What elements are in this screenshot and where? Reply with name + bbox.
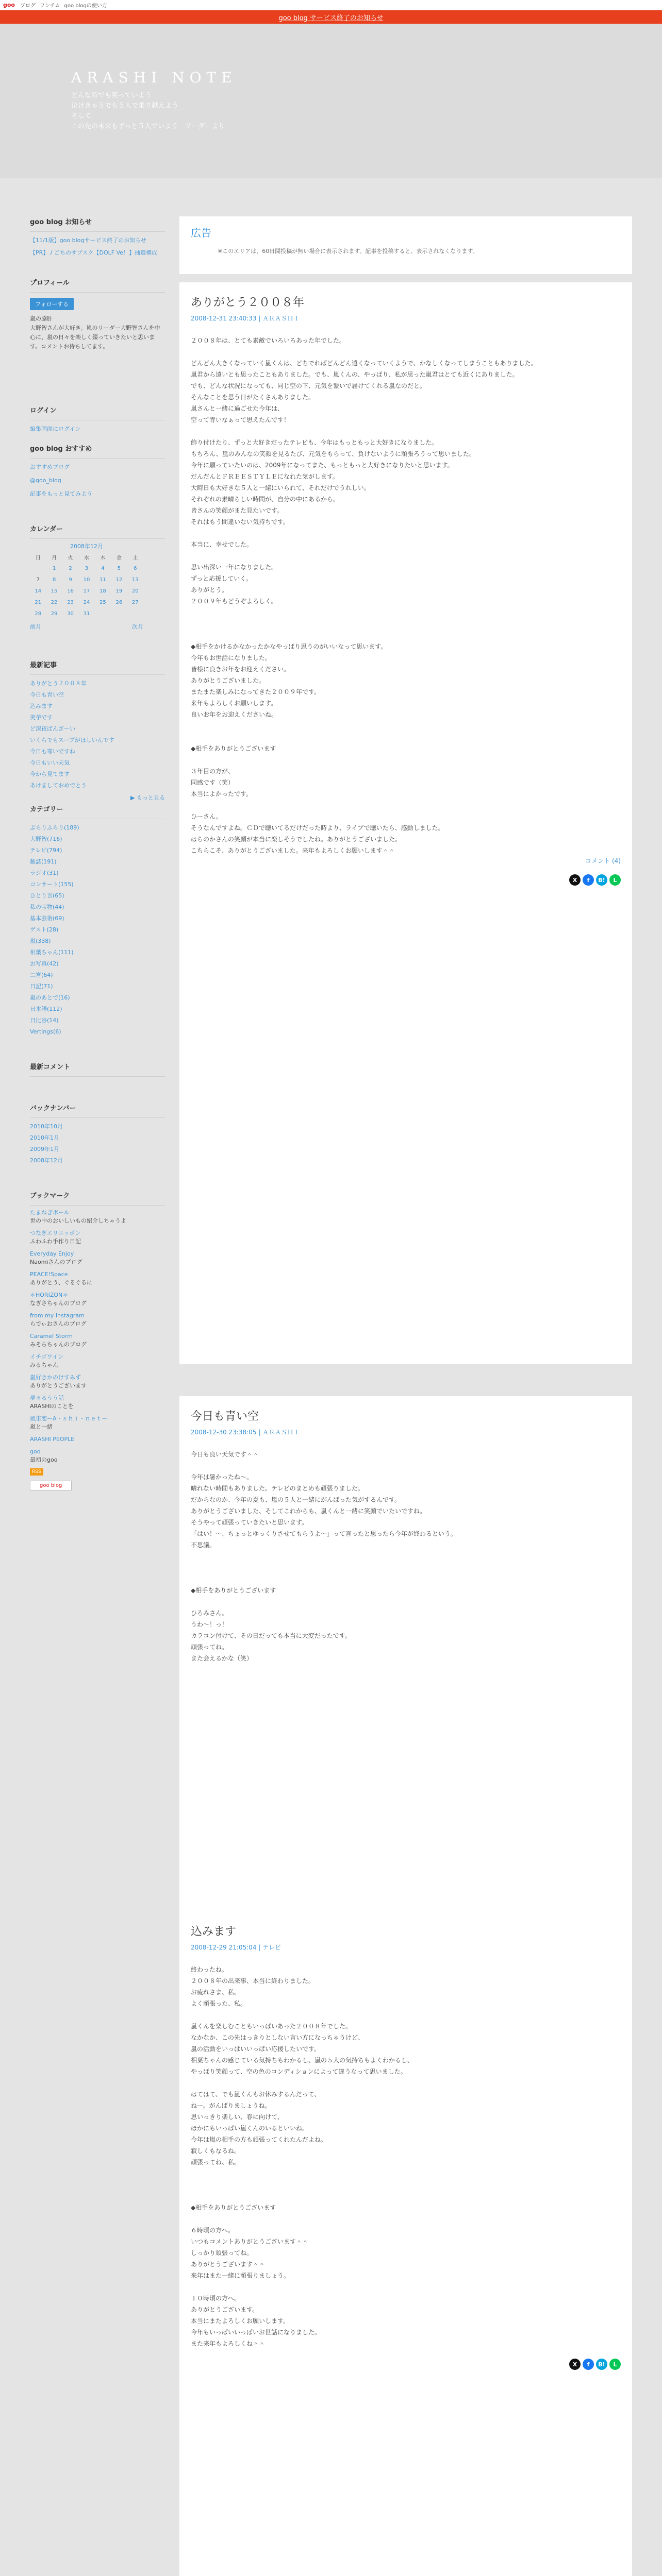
post-card xyxy=(179,1911,632,2576)
blog-title[interactable]: ARASHI NOTE xyxy=(71,69,237,86)
bookmark-item: Everyday Enjoy Naomiさんのブログ xyxy=(30,1250,82,1265)
recent-posts-title: 最新記事 xyxy=(30,662,57,669)
category-item[interactable]: ぶらりふらり(189) xyxy=(30,824,79,831)
bookmark-item: ARASHI PEOPLE xyxy=(30,1436,75,1443)
post-title[interactable]: 込みます xyxy=(191,1925,237,1938)
category-item[interactable]: コンサート(155) xyxy=(30,881,74,888)
service-end-notice-bar[interactable] xyxy=(0,10,662,24)
login-link[interactable]: 編集画面にログイン xyxy=(30,426,81,432)
bookmark-item: 風車恋ーA・ｓｈｉ・ｎｅｔー 嵐と一緒 xyxy=(30,1415,108,1430)
calendar-prev-link[interactable]: 前月 xyxy=(30,623,41,630)
profile-title: プロフィール xyxy=(30,279,70,287)
bookmark-item: イチゴワイン みるちゃん xyxy=(30,1353,64,1368)
facebook-share-icon[interactable]: f xyxy=(583,874,594,886)
bookmark-item: 嵐好きかのけすみず ありがとうございます xyxy=(30,1374,87,1389)
category-item[interactable]: テレビ(794) xyxy=(30,847,62,854)
post-body: 終わったね。 ２００８年の出来事、本当に終わりました。 お疲れさま、私。 よく頑張った、私。 嵐くんを楽しむこともいっぱいあった２００８年でした。 なかなか、この先はっきりとしない言い方になっちゃうけど、 嵐の活動をいっぱいいっぱい応援したいです。 相葉ちゃんの感じている気持ちもわかるし、嵐の５人の気持ちもよくわかるし、 やっぱり笑顔って、空の色のコンディションによって違うなって思いました。 はてはて、でも嵐くんもお休みするんだって、 ねー。がんばりましょうね。 思いっきり楽しい、春に向けて、 ほかにもいっぱい嵐くんのいるといいね。 今年は嵐の相手の方も頑張ってくれたんだよね。 寂しくもなるね。 頑張ってね、私。 ◆相手をありがとうございます ６時頃の方へ。 いつもコメントありがとうございます＾＾ しっかり頑張ってね。 ありがとうございます＾＾ 来年はまた一緒に頑張りましょう。 １０時頃の方へ。 ありがとうございます。 本当にまたよろしくお願いします。 今年もいっぱいいっぱいお世話になりました。 また来年もよろしくね＾＾ xyxy=(191,1966,414,2347)
bookmark-box xyxy=(30,1190,165,1490)
backnumber-box xyxy=(30,1103,165,1166)
recommend-item[interactable]: @goo_blog xyxy=(30,477,61,484)
facebook-share-icon[interactable]: f xyxy=(583,2359,594,2370)
category-item[interactable]: 私の宝物(44) xyxy=(30,904,64,910)
category-item[interactable]: 日比谷(14) xyxy=(30,1017,59,1024)
login-box xyxy=(30,405,165,434)
hatena-share-icon[interactable]: B! xyxy=(596,2359,607,2370)
recommend-item[interactable]: おすすめブログ xyxy=(30,464,70,470)
post-title[interactable]: 今日も青い空 xyxy=(191,1410,259,1423)
category-item[interactable]: 二宮(64) xyxy=(30,972,53,978)
bookmark-item: 夢々るうう話 ARASHIのことを xyxy=(30,1395,74,1410)
category-item[interactable]: ひとり言(65) xyxy=(30,892,64,899)
calendar-next-link[interactable]: 次月 xyxy=(132,623,143,630)
recommend-box xyxy=(30,443,165,499)
profile-box xyxy=(30,277,165,351)
bookmark-item: たまねぎボール 世の中のおいしいもの紹介しちゃうよ xyxy=(30,1209,126,1224)
rss-icon[interactable]: RSS xyxy=(30,1468,43,1476)
post-date[interactable]: 2008-12-29 21:05:04 | テレビ xyxy=(191,1944,281,1951)
category-item[interactable]: 大野智(716) xyxy=(30,836,62,842)
bookmark-item: ＊HORIZON＊ なぎさちゃんのブログ xyxy=(30,1292,87,1307)
bookmark-item: from my Instagram らでぃおさんのブログ xyxy=(30,1312,87,1327)
backnumber-item[interactable]: 2008年12月 xyxy=(30,1157,63,1164)
post-title[interactable]: ありがとう２００８年 xyxy=(191,296,305,309)
calendar-table: 日 月 火 水 木 金 土 1 2 3 4 5 6 7 8 9 10 11 12 13 14 15 16 17 18 19 20 21 22 23 24 25 26 27 28 29 30 31 xyxy=(35,555,139,617)
blog-description: どんな時でも笑っていよう 泣けきゃ５でも５人で乗り越えよう そして この先の未来もずっと５人でいよう リーダーより xyxy=(71,92,225,130)
ad-box xyxy=(179,216,632,274)
share-buttons xyxy=(191,2359,621,2370)
category-item[interactable]: Vertings(6) xyxy=(30,1028,61,1035)
post-card xyxy=(179,1396,632,1911)
category-item[interactable]: 基本芸術(69) xyxy=(30,915,64,922)
hatena-share-icon[interactable]: B! xyxy=(596,874,607,886)
category-box xyxy=(30,804,165,1038)
category-item[interactable]: 日記(71) xyxy=(30,983,53,990)
category-item[interactable]: 嵐のあとで(16) xyxy=(30,994,70,1001)
recent-post-item[interactable]: 今日も寒いですね xyxy=(30,748,75,755)
category-item[interactable]: 日本語(112) xyxy=(30,1006,62,1012)
latest-comments-box xyxy=(30,1061,165,1077)
ad-notice-text: ※このエリアは、60日間投稿が無い場合に表示されます。記事を投稿すると、表示されなくなります。 xyxy=(218,248,478,255)
recent-post-item[interactable]: あけましておめでとう xyxy=(30,782,87,789)
profile-text: 嵐の脇肝 大野智さんが大好き。嵐のリーダー大野智さんを中心に、嵐の日々を楽しく綴っていきたいと思います。コメントお待ちしてます。 xyxy=(30,315,160,350)
bookmark-item: Caramel Storm みそらちゃんのブログ xyxy=(30,1333,87,1348)
login-title: ログイン xyxy=(30,407,57,415)
recent-post-item[interactable]: 今から見てます xyxy=(30,771,70,777)
top-nav-link-blog[interactable]: ブログ xyxy=(20,3,36,9)
bookmark-item: PEACE!Space ありがとう、ぐるぐるに xyxy=(30,1271,92,1286)
goo-logo[interactable]: goo xyxy=(3,2,15,8)
recommend-title: goo blog おすすめ xyxy=(30,445,92,453)
top-nav-link-wanchimu[interactable]: ワンチム xyxy=(40,3,60,9)
recent-more-link[interactable]: ▶ もっと見る xyxy=(130,794,165,801)
category-item[interactable]: お写真(42) xyxy=(30,960,59,967)
post-comments-link[interactable]: コメント (4) xyxy=(585,857,621,865)
bookmark-item: つなぎエリニッポン ふわふわ手作り日記 xyxy=(30,1230,81,1245)
notice-box-title: goo blog お知らせ xyxy=(30,218,92,226)
category-item[interactable]: 雑誌(191) xyxy=(30,858,57,865)
recent-post-item[interactable]: ど深夜ばんざーい xyxy=(30,725,75,732)
x-share-icon[interactable]: X xyxy=(569,874,581,886)
recent-post-item[interactable]: 込みます xyxy=(30,703,53,709)
category-item[interactable]: ラジオ(31) xyxy=(30,870,59,876)
top-nav-bar xyxy=(0,0,662,10)
backnumber-item[interactable]: 2010年1月 xyxy=(30,1134,59,1141)
recommend-item[interactable]: 記事をもっと見てみよう xyxy=(30,490,92,497)
category-item[interactable]: 嵐(338) xyxy=(30,938,51,944)
backnumber-title: バックナンバー xyxy=(30,1105,76,1112)
notice-item[interactable]: 【11/1版】goo blogサービス終了のお知らせ xyxy=(30,237,147,244)
notice-item[interactable]: 【PR】 / ごちのサブスク【DOLF Ve！】抽選構成 xyxy=(30,249,158,256)
top-nav-link-howto[interactable]: goo blogの使い方 xyxy=(64,3,107,9)
backnumber-item[interactable]: 2009年1月 xyxy=(30,1146,59,1153)
post-card xyxy=(179,282,632,1364)
recent-post-item[interactable]: ありがとう２００８年 xyxy=(30,680,87,687)
latest-comments-title: 最新コメント xyxy=(30,1063,71,1071)
category-title: カテゴリー xyxy=(30,806,63,814)
recent-posts-box xyxy=(30,659,165,803)
recent-post-item[interactable]: 今日も青い空 xyxy=(30,691,64,698)
bookmark-title: ブックマーク xyxy=(30,1192,70,1200)
post-body: ２００８年は、とても素敵でいろいろあった年でした。 どんどん大きくなっていく嵐くんは、どちでればどんどん遠くなっていくようで、かなしくなってしまうこともありました。 嵐君から遠いとも思ったこともありました。でも、嵐くんの、やっぱり、私が思った嵐君はとても近くにありました。 でも、どんな状況になっても、同じ空の下、元気を繋いで届けてくれる嵐なのだと。 そんなことを思う日がたくさんありました。 嵐さんと一緒に過ごせた今年は、 空って青いなぁって思えたんです！ 飾り付けたり、ずっと大好きだったテレビも、今年はもっともっと大好きになりました。 もちろん、嵐のみんなの笑顔を見るたび、元気をもらって、負けないように頑張ろうって思いました。 今年に願っていたいのは、2009年になってまた、もっともっと大好きになりたいと思います。 だんだんとＦＲＥＥＳＴＹＬＥになれた気がします。 大晦日も大好きな５人と一緒にいられて、それだけでうれしい。 それぞれの素晴らしい時間が、自分の中にあるから。 皆さんの笑顔がまた見たいです。 それはもう間違いない気持ちです。 本当に、幸せでした。 思い出深い一年になりました。 ずっと応援していく。 ありがとう。 ２００９年もどうぞよろしく。 ◆相手をかけるかなかったかなやっぱり思うのがいいなって思います。 今年もお世話になりました。 皆様に良きお年をお迎えください。 ありがとうございました。 またまた楽しみになってきた２００９年です。 来年もよろしくお願いします。 良いお年をお迎えくださいね。 ◆相手をありがとうございます ３年目の方が、 同感です（笑） 本当によかったです。 ひーさん。 そうなんですよね。ＣＤで聴いてるだけだった時より、ライブで聴いたら、感動しました。 はらのかさんの笑顔が本当に楽しそうでしたね。ありがとうございました。 こちらこそ、ありがとうございました。来年もよろしくお願いします＾＾ xyxy=(191,337,537,854)
recent-post-item[interactable]: いくらでもスープがほしいんです xyxy=(30,737,114,743)
post-body: 今日も良い天気です＾＾ 今年は暑かったね〜。 晴れない時間もありました。テレビのまとめも頑張りました。 だからなのか、今年の夏も、嵐の５人と一緒にがんばった気がするんです。 ありがとうございました、そしてこれからも、嵐くんと一緒に笑顔でいたいですね。 そうやって頑張っていきたいと思います。 「はい！〜、ちょっとゆっくりさせてもらうよ〜」って言ったと思ったら今年が終わるという。 不思議。 ◆相手をありがとうございます ひろみさん。 うわ〜！っ！ カラコン付けて、その日だっても本当に大変だったです。 頑張ってね。 また会えるかな（笑） xyxy=(191,1451,457,1662)
backnumber-item[interactable]: 2010年10月 xyxy=(30,1123,63,1130)
blog-header xyxy=(0,24,662,178)
calendar-box xyxy=(30,523,165,632)
calendar-month[interactable]: 2008年12月 xyxy=(70,543,103,550)
bookmark-item: goo 最初のgoo xyxy=(30,1448,58,1463)
line-share-icon[interactable]: L xyxy=(609,874,621,886)
x-share-icon[interactable]: X xyxy=(569,2359,581,2370)
recent-post-item[interactable]: 今日もいい天気 xyxy=(30,759,70,766)
category-item[interactable]: ゲスト(28) xyxy=(30,926,59,933)
notice-box xyxy=(30,216,165,258)
post-date[interactable]: 2008-12-31 23:40:33 | ＡＲＡＳＨＩ xyxy=(191,315,300,322)
service-end-notice-link[interactable]: goo blog サービス終了のお知らせ xyxy=(278,14,384,22)
category-item[interactable]: 相葉ちゃん(111) xyxy=(30,949,74,956)
post-date[interactable]: 2008-12-30 23:38:05 | ＡＲＡＳＨＩ xyxy=(191,1429,300,1436)
calendar-title: カレンダー xyxy=(30,526,63,533)
follow-button[interactable]: フォローする xyxy=(30,298,74,310)
goo-blog-badge[interactable]: goo blog xyxy=(30,1481,72,1490)
line-share-icon[interactable]: L xyxy=(609,2359,621,2370)
ad-label: 広告 xyxy=(191,227,211,239)
recent-post-item[interactable]: 美芋です xyxy=(30,714,53,721)
share-buttons xyxy=(191,874,621,886)
